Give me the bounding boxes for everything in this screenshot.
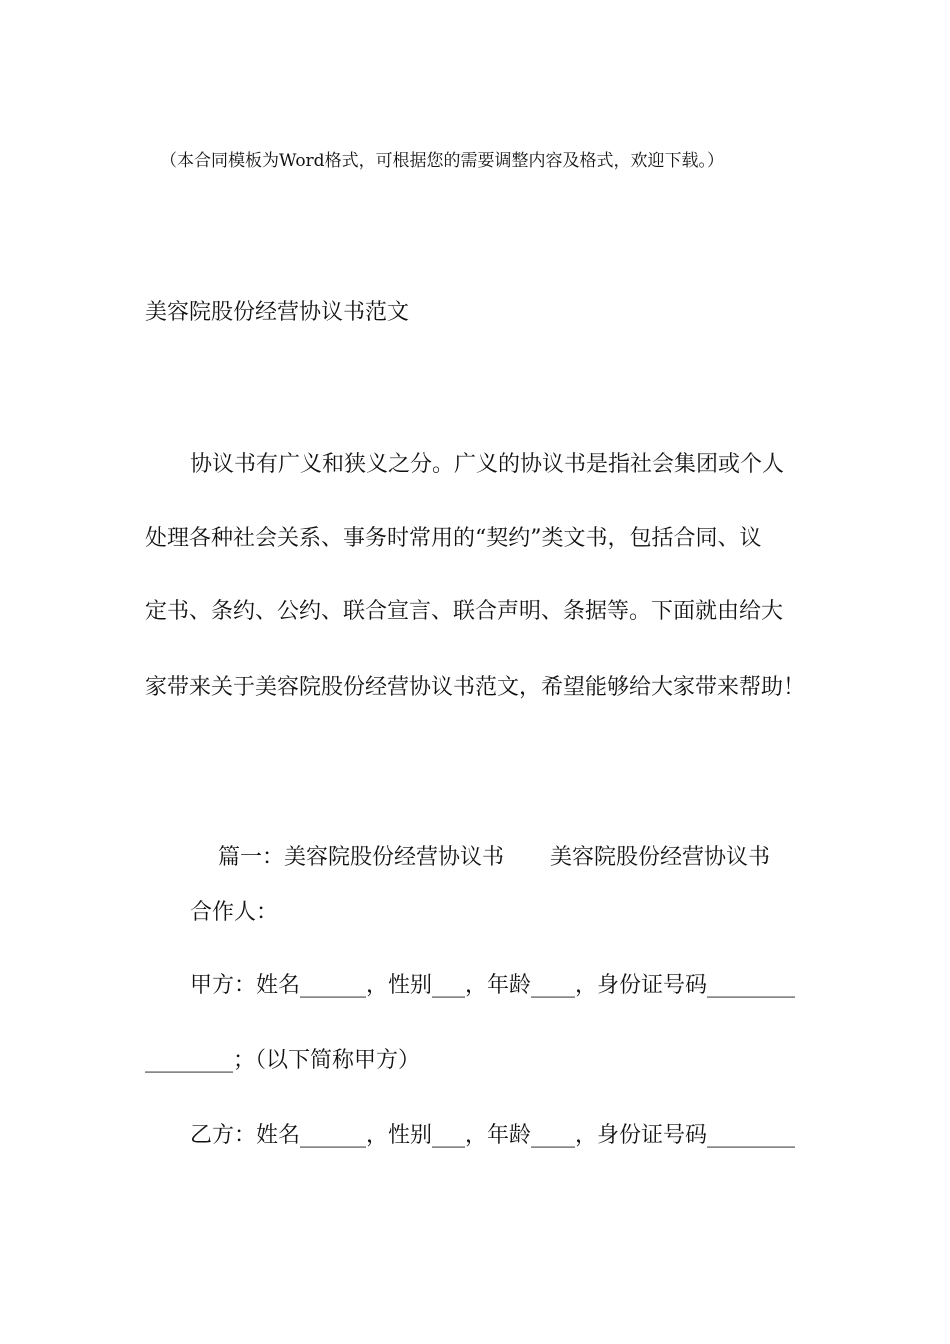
document-title: 美容院股份经营协议书范文 [145, 300, 410, 325]
template-note: （本合同模板为Word格式，可根据您的需要调整内容及格式，欢迎下载。） [160, 151, 725, 171]
party-a-line-2: ________；（以下简称甲方） [145, 1048, 421, 1073]
partners-label: 合作人： [190, 900, 279, 925]
party-b-line-1: 乙方：姓名______，性别___，年龄____，身份证号码________ [190, 1123, 796, 1148]
section-heading: 篇一：美容院股份经营协议书 [217, 845, 504, 870]
intro-line-2: 处理各种社会关系、事务时常用的“契约”类文书，包括合同、议 [145, 526, 762, 551]
party-a-line-1: 甲方：姓名______，性别___，年龄____，身份证号码________ [190, 973, 796, 998]
section-heading-line [190, 825, 770, 891]
intro-line-1: 协议书有广义和狭义之分。广义的协议书是指社会集团或个人 [190, 452, 785, 477]
section-subtitle: 美容院股份经营协议书 [550, 845, 771, 870]
intro-line-4: 家带来关于美容院股份经营协议书范文，希望能够给大家带来帮助！ [145, 675, 806, 700]
intro-line-3: 定书、条约、公约、联合宣言、联合声明、条据等。下面就由给大 [145, 599, 784, 624]
